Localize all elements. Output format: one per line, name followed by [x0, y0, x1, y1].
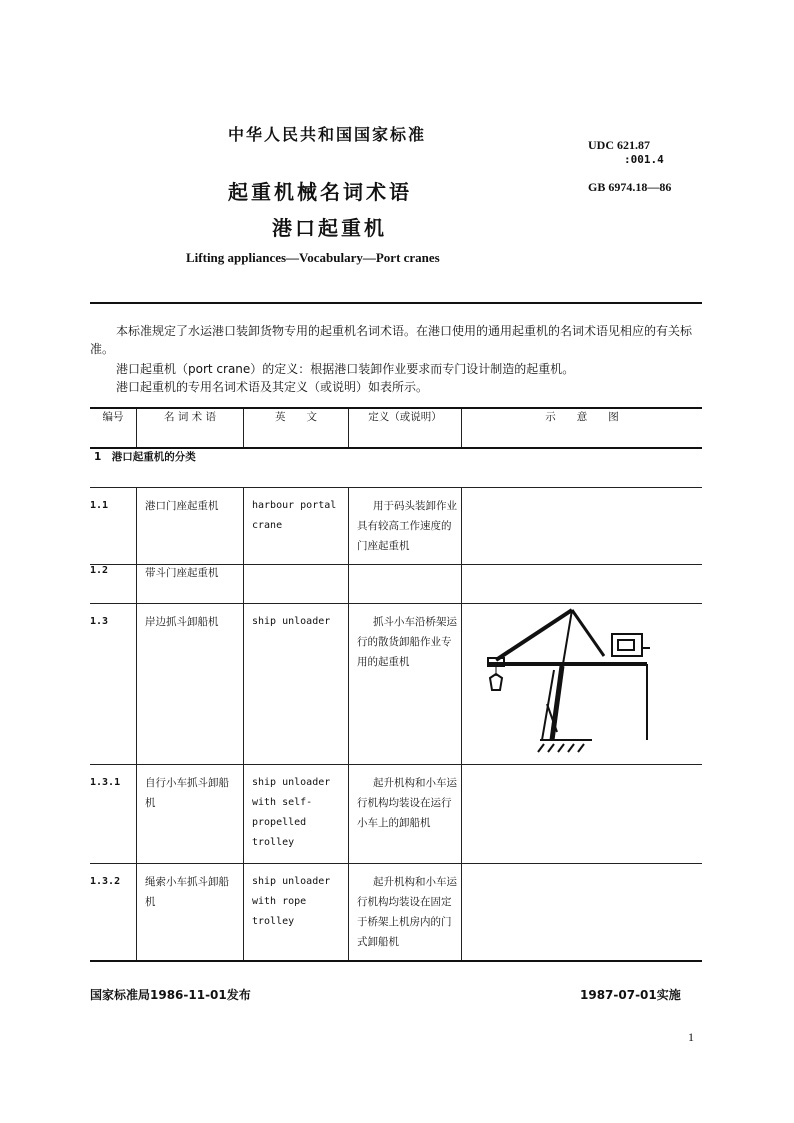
- standard-org-title: 中华人民共和国国家标准: [228, 125, 427, 144]
- row-definition: [349, 565, 462, 604]
- terms-table: [90, 407, 702, 962]
- row-number: 1.3.1: [90, 777, 121, 788]
- row-definition: 抓斗小车沿桥架运行的散货卸船作业专用的起重机: [357, 616, 457, 668]
- header-definition: 定义（或说明）: [349, 408, 462, 448]
- row-english: ship unloader: [252, 616, 331, 627]
- doc-subtitle: 港口起重机: [272, 216, 387, 240]
- intro-paragraph-3: 港口起重机的专用名词术语及其定义（或说明）如表所示。: [116, 380, 429, 394]
- row-english: harbour portal crane: [252, 500, 337, 531]
- row-term: 岸边抓斗卸船机: [145, 616, 219, 628]
- section-title: 1 港口起重机的分类: [90, 448, 702, 488]
- table-row: [90, 864, 702, 962]
- row-term: 自行小车抓斗卸船机: [145, 777, 229, 809]
- udc-subcode: :001.4: [624, 153, 664, 166]
- header-diagram: 示 意 图: [462, 408, 703, 448]
- table-header-row: [90, 408, 702, 448]
- row-diagram: [462, 565, 703, 604]
- row-definition: 用于码头装卸作业具有较高工作速度的门座起重机: [357, 500, 457, 552]
- table-row: [90, 488, 702, 565]
- intro-paragraph-1: 本标准规定了水运港口装卸货物专用的起重机名词术语。在港口使用的通用起重机的名词术语见相应的有关标准。: [90, 324, 693, 356]
- row-diagram: [462, 864, 703, 962]
- header-number: 编号: [90, 408, 137, 448]
- udc-code: UDC 621.87: [588, 138, 650, 152]
- row-number: 1.3: [90, 616, 109, 627]
- page-number: 1: [688, 1030, 694, 1044]
- issue-date: 国家标准局1986-11-01发布: [90, 988, 251, 1002]
- row-diagram: [462, 488, 703, 565]
- intro-paragraph-2: 港口起重机（port crane）的定义：根据港口装卸作业要求而专门设计制造的起重机。: [116, 362, 575, 376]
- row-number: 1.3.2: [90, 876, 121, 887]
- row-definition: 起升机构和小车运行机构均装设在运行小车上的卸船机: [357, 777, 457, 829]
- header-divider: [90, 302, 702, 304]
- table-row: [90, 765, 702, 864]
- ship-unloader-diagram: [462, 604, 692, 754]
- row-definition: 起升机构和小车运行机构均装设在固定于桥架上机房内的门式卸船机: [357, 876, 457, 948]
- row-number: 1.2: [90, 565, 137, 604]
- row-diagram: [462, 604, 703, 765]
- header-english: 英 文: [244, 408, 349, 448]
- row-term: 带斗门座起重机: [137, 565, 244, 604]
- gb-number: GB 6974.18—86: [588, 180, 672, 194]
- row-term: 绳索小车抓斗卸船机: [145, 876, 229, 908]
- row-diagram: [462, 765, 703, 864]
- table-row: [90, 565, 702, 604]
- row-english: ship unloader with rope trolley: [252, 876, 331, 927]
- section-row: [90, 448, 702, 488]
- row-term: 港口门座起重机: [145, 500, 219, 512]
- english-title: Lifting appliances—Vocabulary—Port cranes: [186, 250, 440, 265]
- doc-title: 起重机械名词术语: [228, 180, 412, 204]
- row-english: ship unloader with self-propelled trolley: [252, 777, 331, 848]
- effective-date: 1987-07-01实施: [580, 988, 681, 1002]
- row-english: [244, 565, 349, 604]
- row-number: 1.1: [90, 500, 109, 511]
- table-row: [90, 604, 702, 765]
- header-term: 名 词 术 语: [137, 408, 244, 448]
